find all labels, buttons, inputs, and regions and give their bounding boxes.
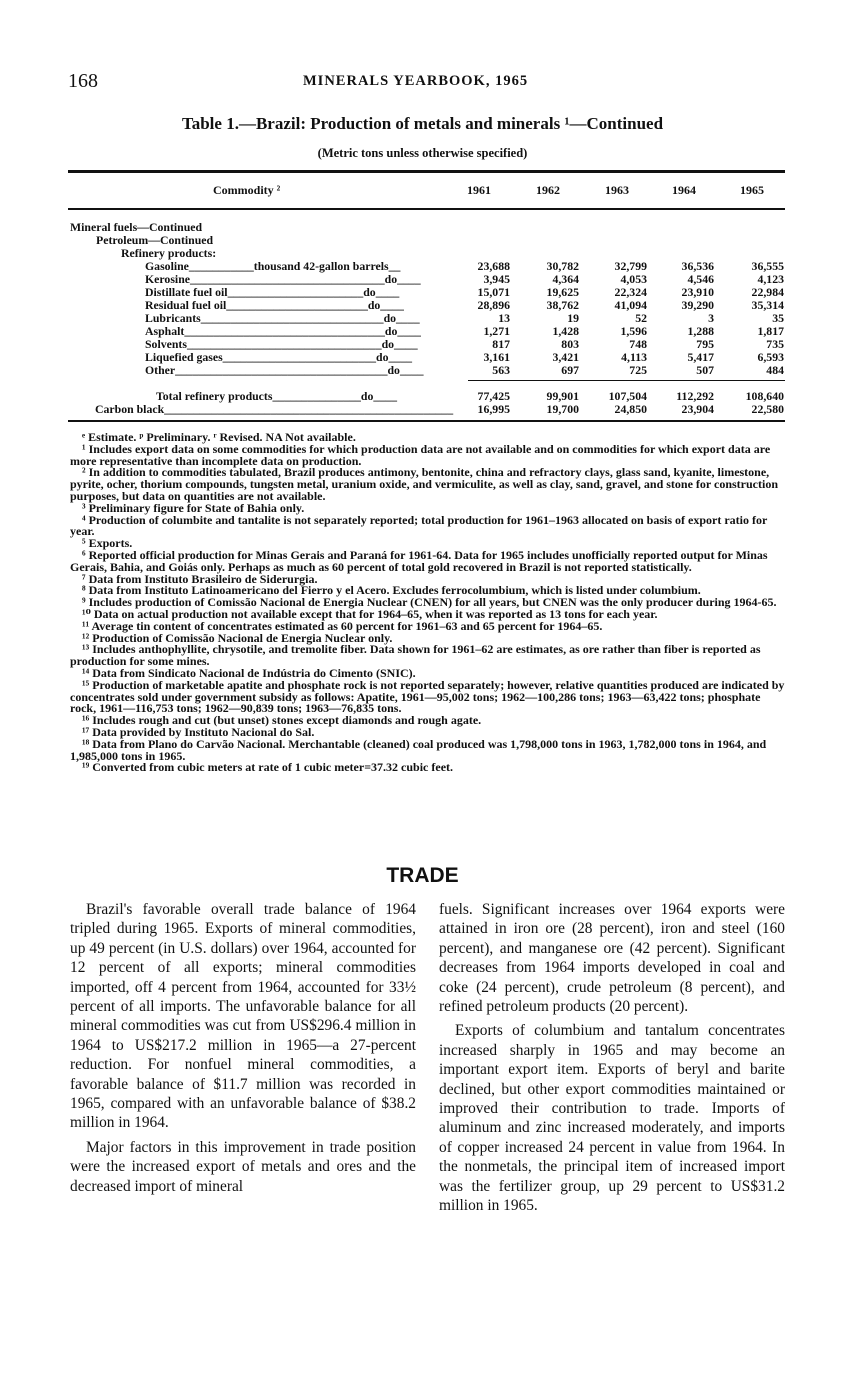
table-cell: 3,161 (483, 350, 510, 364)
group-heading: Petroleum—Continued (96, 233, 214, 247)
footnote: ¹¹ Average tin content of concentrates estimated as 60 percent for 1961–63 and 65 percent for 1964–65. (82, 618, 603, 633)
table-cell: 39,290 (681, 298, 714, 312)
table-cell: 795 (696, 337, 714, 351)
footnote: ¹² Production of Comissão Nacional de Energia Nuclear only. (82, 630, 393, 645)
table-subtitle: (Metric tons unless otherwise specified) (317, 146, 528, 160)
table-cell: 15,071 (477, 285, 510, 299)
column-header-commodity: Commodity ² (213, 183, 281, 197)
footnote: ¹⁸ Data from Plano do Carvão Nacional. Merchantable (cleaned) coal produced was 1,798,000 tons in 1963, 1,782,000 tons in 1964, and 1,985,000 tons in 1965. (70, 736, 767, 763)
footnote: ¹⁵ Production of marketable apatite and phosphate rock is not reported separately; however, relative quantities produced are indicated by concentrates sold under government subsidy as follows: Apatite, 1961—95,002 tons; 1962—100,286 tons; 1963—63,422 tons; phosphate rock, 1961—116,753 tons; 1962—90,839 tons; 1963—76,835 tons. (70, 677, 785, 716)
row-label: Kerosine_________________________________do____ (145, 272, 421, 286)
body-paragraph: fuels. Significant increases over 1964 exports were attained in iron ore (28 percent), iron and steel (160 percent), and manganese ore (42 percent). Significant decreases from 1964 imports developed in coal and coke (24 percent), crude petroleum (8 percent), and refined petroleum products (20 percent). (439, 901, 785, 1016)
table-row-carbon-black: Carbon black_________________________________________________ 16,995 19,700 24,850 23,904 22,580 (95, 402, 784, 416)
table-cell: 52 (635, 311, 647, 325)
table-cell: 36,536 (681, 259, 714, 273)
table-cell: 23,910 (681, 285, 714, 299)
table-cell: 35 (772, 311, 784, 325)
table-cell: 4,123 (757, 272, 784, 286)
table-bottom-rule (68, 420, 785, 422)
group-heading: Mineral fuels—Continued (70, 220, 203, 234)
footnote: ⁹ Includes production of Comissão Nacional de Energia Nuclear (CNEN) for all years, but CNEN was the only producer during 1964-65. (82, 595, 777, 610)
footnote: ᵉ Estimate. ᵖ Preliminary. ʳ Revised. NA Not available. (82, 430, 356, 444)
table-cell: 3,421 (552, 350, 579, 364)
table-cell: 22,984 (751, 285, 784, 299)
table-row (68, 364, 788, 377)
footnote: ⁴ Production of columbite and tantalite is not separately reported; total production for 1961–1963 allocated on basis of export ratio for year. (70, 512, 768, 539)
table-cell: 484 (766, 363, 784, 377)
table-cell: 19 (567, 311, 579, 325)
table-top-rule (68, 170, 785, 173)
column-header-1963: 1963 (605, 183, 629, 197)
table-cell: 35,314 (751, 298, 784, 312)
table-cell: 22,324 (614, 285, 647, 299)
table-cell: 4,113 (621, 350, 647, 364)
table-cell: 1,596 (620, 324, 647, 338)
table-cell: 725 (629, 363, 647, 377)
row-label: Gasoline___________thousand 42-gallon barrels__ (145, 259, 401, 273)
column-header-1964: 1964 (672, 183, 696, 197)
table-cell: 13 (498, 311, 510, 325)
footnote: ¹⁰ Data on actual production not available except that for 1964–65, when it was reported as 13 tons for each year. (82, 606, 658, 621)
table-cell: 38,762 (546, 298, 579, 312)
footnote: ² In addition to commodities tabulated, Brazil produces antimony, bentonite, china and refractory clays, glass sand, kyanite, limestone, pyrite, ocher, thorium compounds, tungsten metal, uranium oxide, and vermiculite, as well as clay, sand, gravel, and stone for construction purposes, but data on quantities are not available. (70, 465, 779, 503)
body-paragraph: Exports of columbium and tantalum concentrates increased sharply in 1965 and may become an important export item. Exports of beryl and barite declined, but other export commodities maintained or improved their contribution to trade. Imports of aluminum and zinc increased moderately, and imports of copper increased 24 percent in value from 1964. In the nonmetals, the principal item of increased import was the fertilizer group, up 29 percent to US$31.2 million in 1965. (439, 1022, 785, 1215)
table-header-rule (68, 208, 785, 210)
row-label: Solvents_________________________________do____ (145, 337, 418, 351)
footnote: ⁷ Data from Instituto Brasileiro de Siderurgia. (82, 571, 318, 586)
body-column-right (439, 900, 785, 1221)
table-cell: 19,625 (546, 285, 579, 299)
body-column-left (70, 900, 416, 1201)
table-cell: 1,271 (483, 324, 510, 338)
page-number: 168 (68, 70, 98, 92)
row-label: Liquefied gases__________________________do____ (145, 350, 413, 364)
footnote: ⁵ Exports. (82, 536, 133, 551)
table-cell: 23,688 (477, 259, 510, 273)
table-cell: 6,593 (757, 350, 784, 364)
group-heading: Refinery products: (121, 246, 217, 260)
table-cell: 1,428 (552, 324, 579, 338)
table-cell: 735 (766, 337, 784, 351)
footnote: ¹⁹ Converted from cubic meters at rate of 1 cubic meter=37.32 cubic feet. (82, 760, 454, 775)
footnote: ⁶ Reported official production for Minas Gerais and Paraná for 1961-64. Data for 1965 includes unofficially reported output for Minas Gerais, Bahia, and Goiás only. Perhaps as much as 60 percent of total gold recovered in Brazil is not reported statistically. (70, 547, 768, 574)
table-cell: 32,799 (614, 259, 647, 273)
footnote: ¹⁷ Data provided by Instituto Nacional do Sal. (82, 724, 315, 739)
section-heading: TRADE (386, 864, 459, 887)
table-cell: 563 (492, 363, 510, 377)
table-cell: 1,288 (687, 324, 714, 338)
table-cell: 4,364 (552, 272, 579, 286)
table-cell: 36,555 (751, 259, 784, 273)
column-header-1961: 1961 (467, 183, 491, 197)
body-paragraph: Major factors in this improvement in trade position were the increased export of metals and ores and the decreased import of mineral (70, 1138, 416, 1195)
column-header-1965: 1965 (740, 183, 764, 197)
table-row-total: Total refinery products_______________do____ 77,425 99,901 107,504 112,292 108,640 (156, 389, 784, 403)
footnote: ¹ Includes export data on some commodities for which production data are not available and on commodities for which export data are more representative than incomplete data on production. (70, 441, 771, 468)
row-label: Asphalt__________________________________do____ (145, 324, 421, 338)
row-label: Residual fuel oil________________________do____ (145, 298, 404, 312)
table-cell: 817 (492, 337, 510, 351)
row-label: Other____________________________________do____ (145, 363, 424, 377)
table-title: Table 1.—Brazil: Production of metals and minerals ¹—Continued (181, 114, 664, 133)
footnote: ¹⁴ Data from Sindicato Nacional de Indústria do Cimento (SNIC). (82, 665, 416, 680)
table-cell: 3,945 (483, 272, 510, 286)
table-cell: 30,782 (546, 259, 579, 273)
row-label: Lubricants_______________________________do____ (145, 311, 420, 325)
column-header-1962: 1962 (536, 183, 560, 197)
table-cell: 697 (561, 363, 579, 377)
footnote: ¹⁶ Includes rough and cut (but unset) stones except diamonds and rough agate. (82, 713, 482, 728)
running-title: MINERALS YEARBOOK, 1965 (303, 73, 529, 89)
table-cell: 28,896 (477, 298, 510, 312)
table-cell: 748 (629, 337, 647, 351)
body-paragraph: Brazil's favorable overall trade balance of 1964 tripled during 1965. Exports of mineral commodities, up 49 percent (in U.S. dollars) over 1964, accounted for 12 percent of all exports; mineral commodities imported, off 4 percent from 1964, accounted for 33½ percent of all imports. The unfavorable balance for all mineral commodities was cut from US$296.4 million in 1964 to US$217.2 million in 1965—a 27-percent reduction. For nonfuel mineral commodities, a favorable balance of $11.7 million was recorded in 1965, compared with an unfavorable balance of $38.2 million in 1964. (70, 901, 416, 1132)
table-cell: 3 (708, 311, 714, 325)
total-rule (468, 380, 785, 381)
footnote: ¹³ Includes anthophyllite, chrysotile, and tremolite fiber. Data shown for 1961–62 are estimates, as ore rather than fiber is reported as production for some mines. (70, 642, 761, 669)
footnote: ⁸ Data from Instituto Latinoamericano del Fierro y el Acero. Excludes ferrocolumbium, which is listed under columbium. (82, 583, 701, 598)
row-label: Distillate fuel oil_______________________do____ (145, 285, 400, 299)
table-cell: 4,053 (620, 272, 647, 286)
table-cell: 803 (561, 337, 579, 351)
table-cell: 41,094 (614, 298, 647, 312)
table-footnotes (70, 432, 786, 774)
table-cell: 1,817 (757, 324, 784, 338)
footnote: ³ Preliminary figure for State of Bahia only. (82, 500, 305, 515)
page-header (68, 70, 788, 100)
table-cell: 4,546 (687, 272, 714, 286)
table-cell: 507 (696, 363, 714, 377)
table-cell: 5,417 (687, 350, 714, 364)
